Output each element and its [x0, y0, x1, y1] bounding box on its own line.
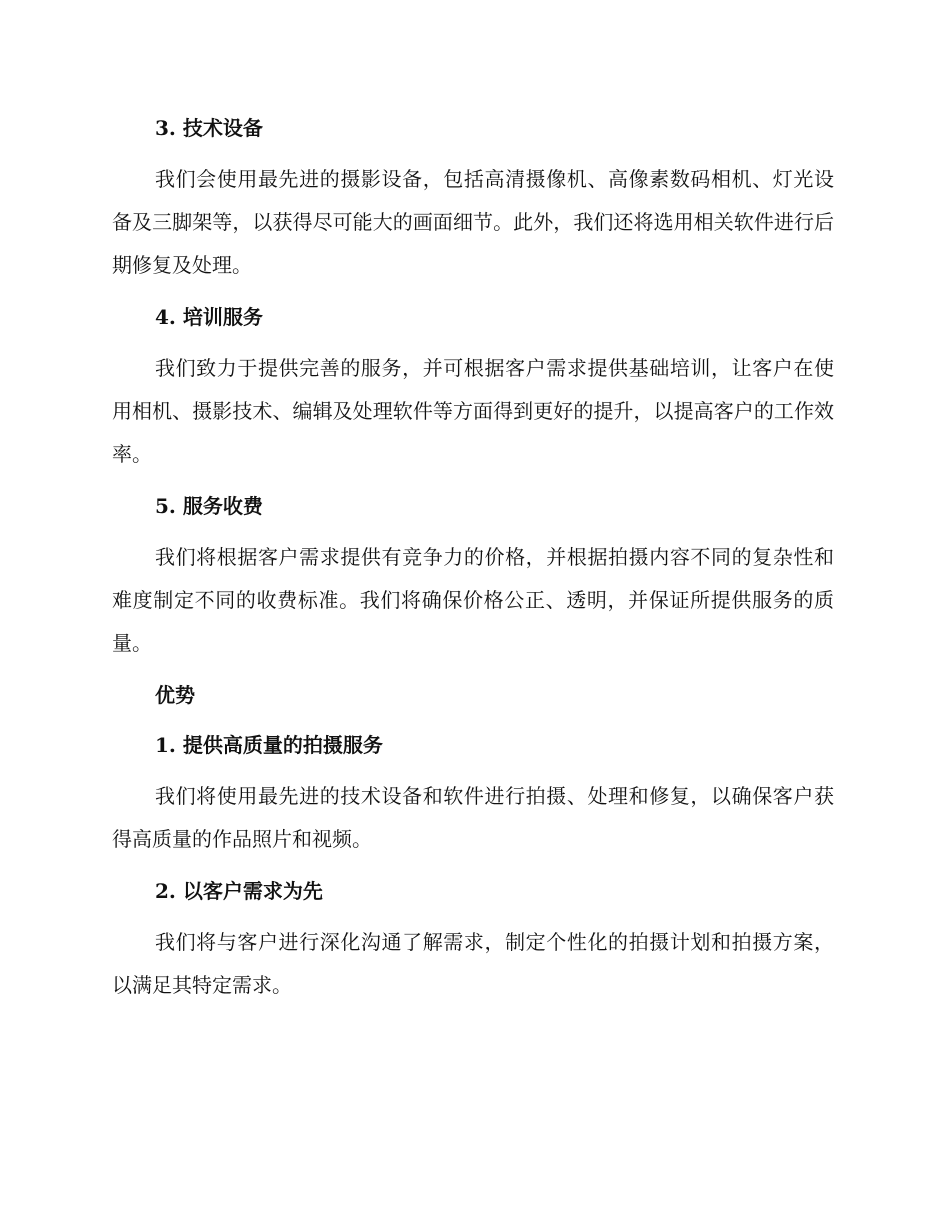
document-content — [112, 108, 834, 1017]
advantage-body-high-quality: 我们将使用最先进的技术设备和软件进行拍摄、处理和修复，以确保客户获得高质量的作品照片和视频。 — [112, 784, 834, 851]
section-body-technical-equipment: 我们会使用最先进的摄影设备，包括高清摄像机、高像素数码相机、灯光设备及三脚架等，以获得尽可能大的画面细节。此外，我们还将选用相关软件进行后期修复及处理。 — [112, 167, 834, 277]
section-body-training-services: 我们致力于提供完善的服务，并可根据客户需求提供基础培训，让客户在使用相机、摄影技术、编辑及处理软件等方面得到更好的提升，以提高客户的工作效率。 — [112, 356, 834, 466]
advantage-heading-high-quality: 1. 提供高质量的拍摄服务 — [155, 733, 383, 757]
section-heading-service-fees: 5. 服务收费 — [155, 494, 263, 518]
advantages-title: 优势 — [155, 683, 195, 707]
section-heading-training-services: 4. 培训服务 — [155, 305, 263, 329]
section-heading-technical-equipment: 3. 技术设备 — [155, 116, 263, 140]
section-body-service-fees: 我们将根据客户需求提供有竞争力的价格，并根据拍摄内容不同的复杂性和难度制定不同的收费标准。我们将确保价格公正、透明，并保证所提供服务的质量。 — [112, 545, 834, 655]
advantage-body-customer-first: 我们将与客户进行深化沟通了解需求，制定个性化的拍摄计划和拍摄方案，以满足其特定需求。 — [112, 930, 834, 997]
advantage-heading-customer-first: 2. 以客户需求为先 — [155, 879, 323, 903]
